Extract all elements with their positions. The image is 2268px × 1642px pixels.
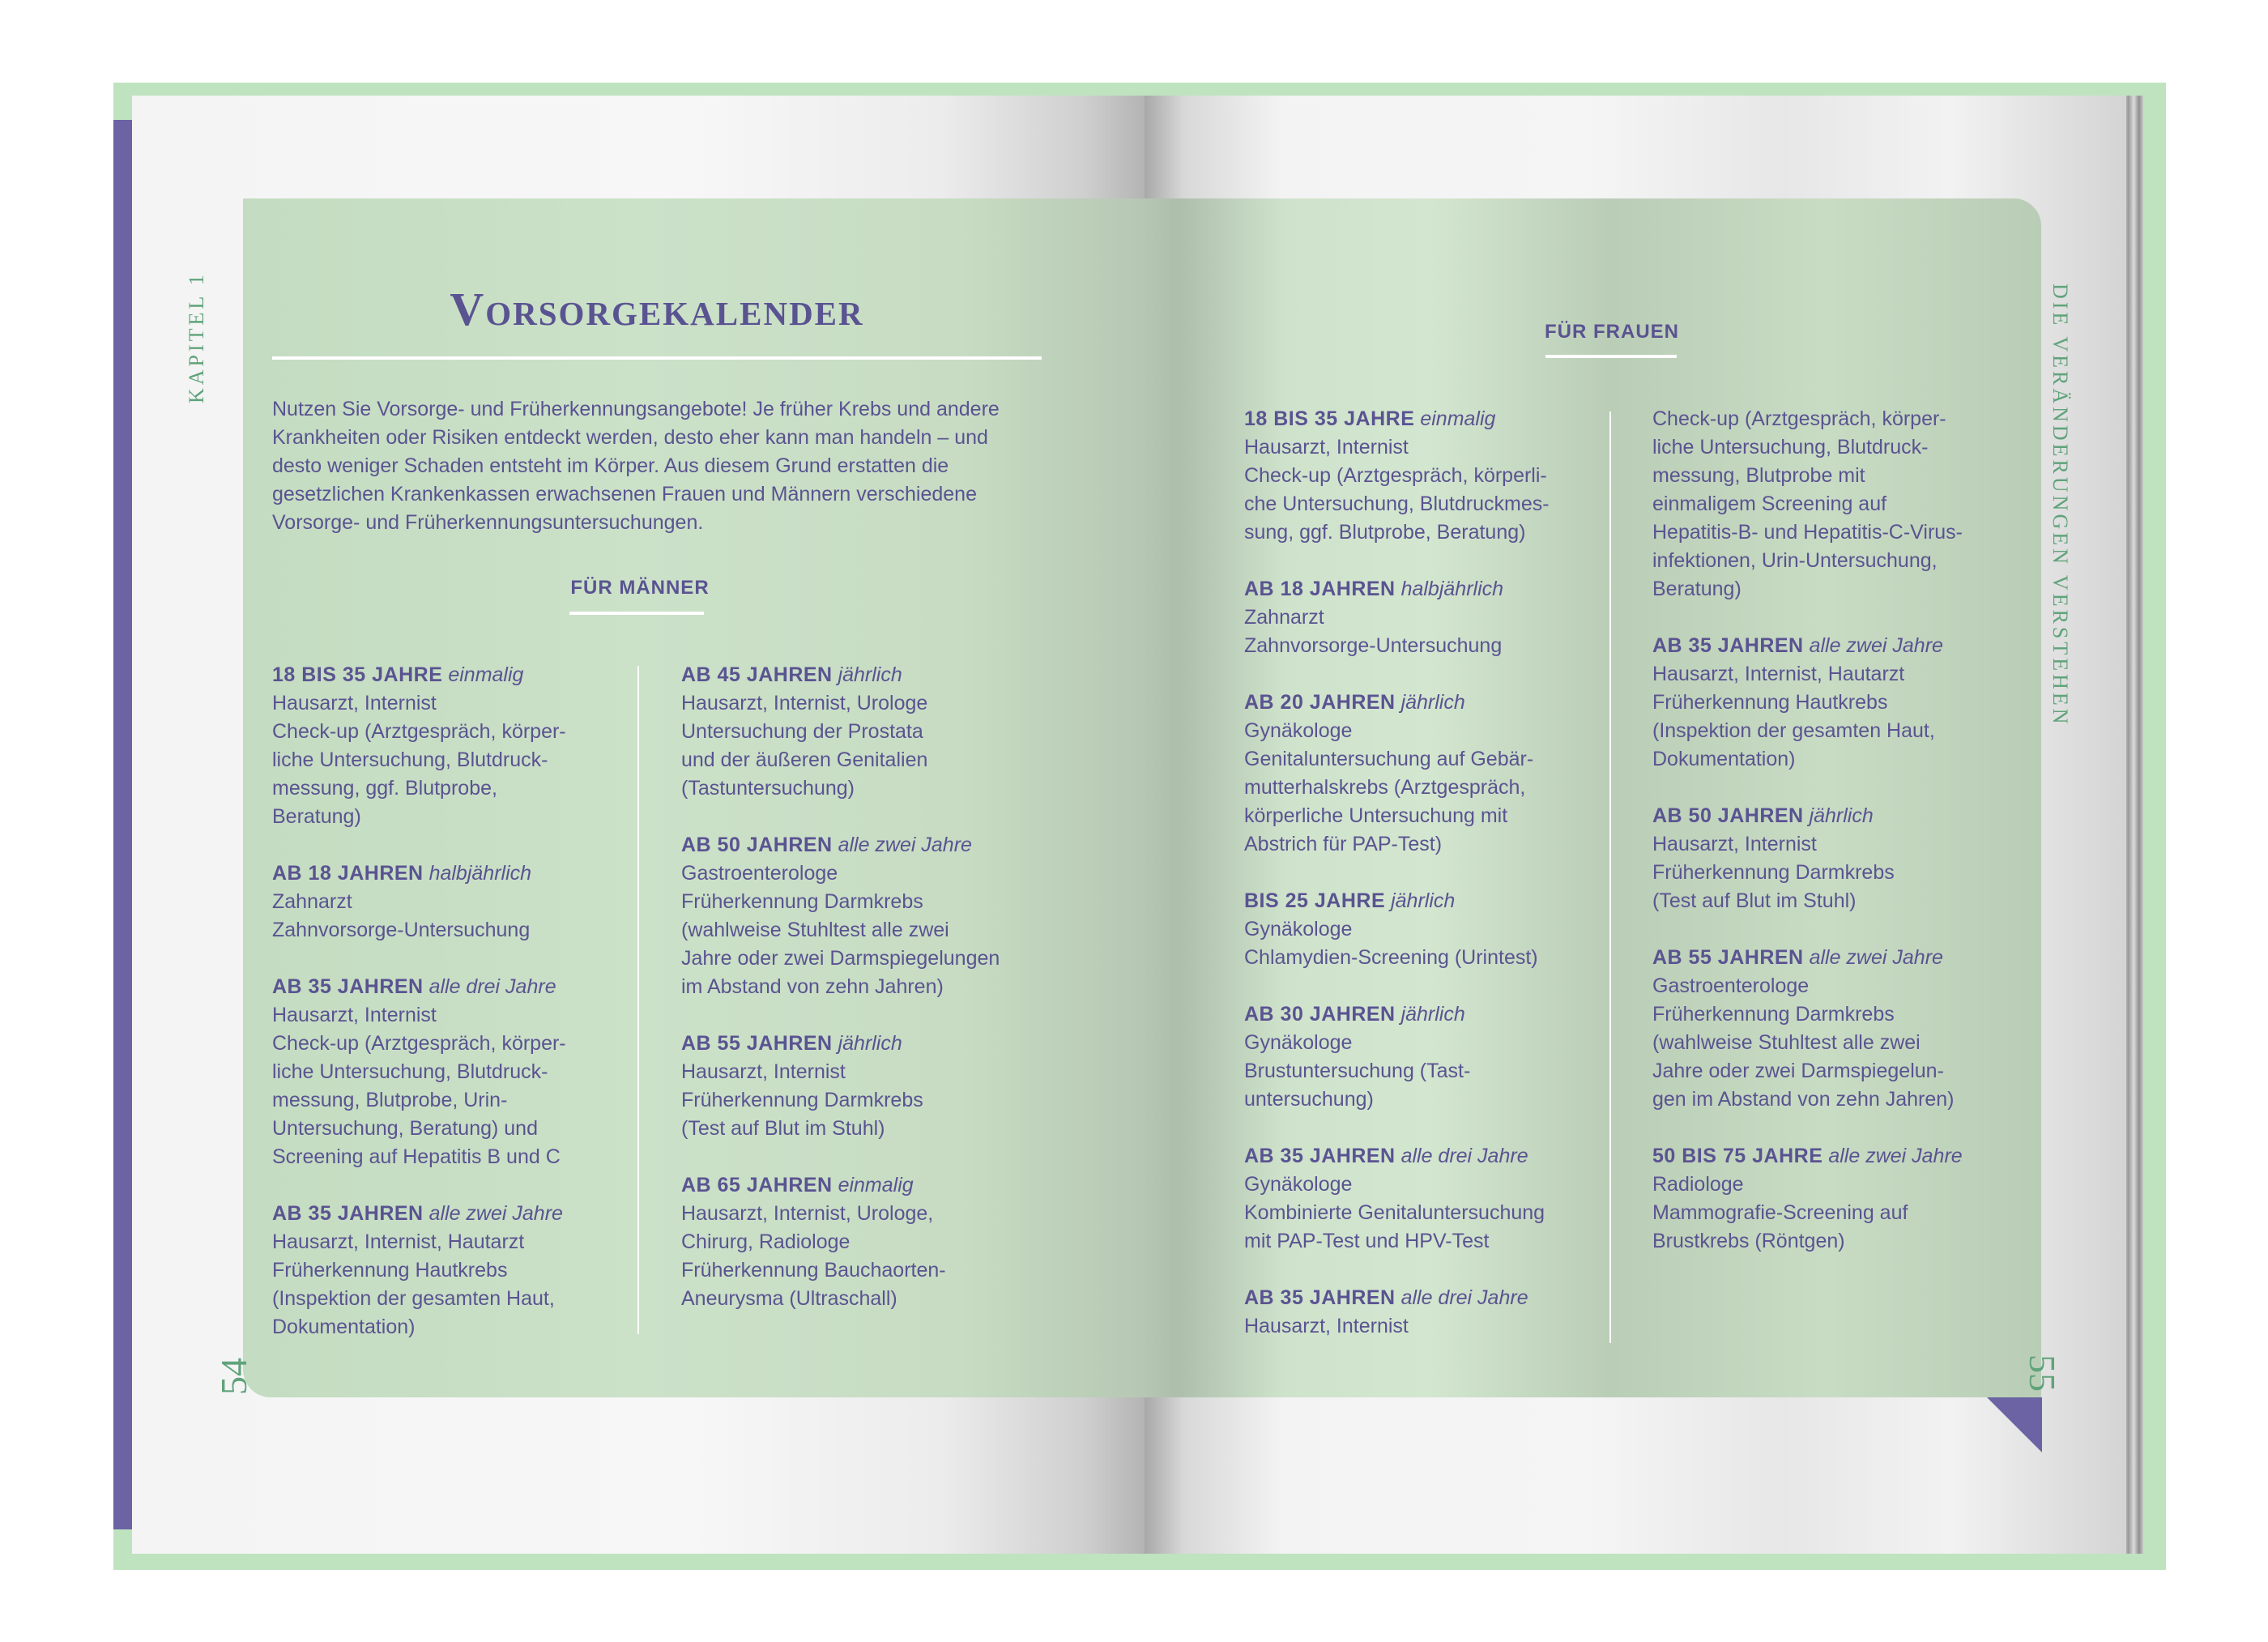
entry-heading [1652,944,2009,972]
entry-frequency: alle zwei Jahre [1828,1145,1963,1167]
intro-line: Vorsorge- und Früherkennungsuntersuchungen. [272,511,704,534]
entry-line: Früherkennung Hautkrebs [272,1259,508,1282]
schedule-entry [1652,632,2009,774]
entry-line: (wahlweise Stuhltest alle zwei [1652,1031,1921,1054]
column-divider-women [1609,412,1611,1343]
entry-line: Früherkennung Bauchaorten- [681,1259,946,1282]
entry-line: Früherkennung Darmkrebs [681,890,923,913]
entry-frequency: jährlich [1391,889,1456,912]
entry-heading [1244,1142,1592,1171]
entry-line: Untersuchung der Prostata [681,720,923,743]
entry-line: Check-up (Arztgespräch, körper- [272,720,566,743]
entry-line: im Abstand von zehn Jahren) [681,975,944,998]
entry-frequency: halbjährlich [428,862,532,885]
entry-line: untersuchung) [1244,1088,1374,1111]
schedule-entry [272,1200,620,1341]
entry-frequency: alle zwei Jahre [428,1202,563,1225]
entry-heading [681,831,1038,859]
entry-age: BIS 25 JAHRE [1244,889,1386,912]
entry-line: Hausarzt, Internist, Urologe, [681,1202,934,1225]
entry-line: Hepatitis-B- und Hepatitis-C-Virus- [1652,521,1963,544]
section-rule-women [1545,355,1677,358]
entry-heading [681,1171,1038,1200]
entry-line: Gynäkologe [1244,1173,1353,1196]
running-head-right: DIE VERÄNDERUNGEN VERSTEHEN [2048,284,2072,727]
entry-line: Beratung) [272,805,361,828]
schedule-entry [681,1171,1038,1313]
entry-line: Mammografie-Screening auf [1652,1201,1908,1224]
entry-heading [1244,405,1592,433]
entry-line: Gynäkologe [1244,918,1353,940]
section-rule-men [569,612,704,615]
entry-line: Zahnvorsorge-Untersuchung [1244,634,1503,657]
entry-line: Genitaluntersuchung auf Gebär- [1244,748,1534,770]
entry-frequency: einmalig [838,1174,914,1196]
entry-frequency: alle zwei Jahre [1809,634,1943,657]
entry-line: Dokumentation) [272,1316,416,1338]
schedule-entry [1652,944,2009,1114]
entry-line: liche Untersuchung, Blutdruck- [272,748,548,771]
entry-heading [1244,887,1592,915]
schedule-entry [1652,802,2009,915]
page-number-left: 54 [213,1358,254,1395]
entry-line: Gynäkologe [1244,719,1353,742]
schedule-entry [1244,405,1592,547]
entry-frequency: einmalig [448,663,524,686]
entry-line: Hausarzt, Internist, Urologe [681,692,928,714]
entry-frequency: jährlich [838,1032,902,1055]
schedule-entry [1244,575,1592,660]
women-column-2 [1652,405,2009,1284]
entry-line: messung, Blutprobe mit [1652,464,1865,487]
running-head-left: KAPITEL 1 [185,271,208,403]
entry-heading [272,859,620,888]
schedule-entry [1244,1142,1592,1256]
entry-line: infektionen, Urin-Untersuchung, [1652,549,1938,572]
entry-age: AB 65 JAHREN [681,1174,833,1196]
entry-line: Radiologe [1652,1173,1744,1196]
entry-line: Jahre oder zwei Darmspiegelungen [681,947,1000,970]
entry-line: körperliche Untersuchung mit [1244,804,1508,827]
entry-age: AB 35 JAHREN [1244,1145,1396,1167]
entry-line: messung, ggf. Blutprobe, [272,777,497,800]
entry-line: Gastroenterologe [681,862,838,885]
page-title: Vorsorgekalender [450,283,864,335]
entry-line: Gastroenterologe [1652,975,1810,997]
entry-line: (Tastuntersuchung) [681,777,855,800]
schedule-entry [272,973,620,1171]
schedule-entry [1652,1142,2009,1256]
entry-age: 50 BIS 75 JAHRE [1652,1145,1823,1167]
entry-line: Aneurysma (Ultraschall) [681,1287,897,1310]
section-heading-women: FÜR FRAUEN [1545,321,1679,343]
entry-line: sung, ggf. Blutprobe, Beratung) [1244,521,1526,544]
entry-heading [1652,1142,2009,1171]
entry-line: Kombinierte Genitaluntersuchung [1244,1201,1545,1224]
entry-line: Zahnarzt [272,890,352,913]
schedule-entry [1244,1000,1592,1114]
entry-line: (Test auf Blut im Stuhl) [681,1117,885,1140]
schedule-entry [681,1030,1038,1143]
entry-heading [1244,1000,1592,1029]
schedule-entry [272,661,620,831]
entry-heading [681,661,1038,689]
entry-heading [1244,689,1592,717]
schedule-entry [681,831,1038,1001]
entry-line: Zahnvorsorge-Untersuchung [272,919,531,941]
entry-line: Chlamydien-Screening (Urintest) [1244,946,1538,969]
entry-heading [681,1030,1038,1058]
title-underline [272,356,1042,360]
entry-frequency: alle drei Jahre [1400,1286,1528,1309]
entry-line: Untersuchung, Beratung) und [272,1117,538,1140]
entry-frequency: halbjährlich [1400,578,1504,600]
entry-age: AB 35 JAHREN [272,1202,424,1225]
entry-line: Jahre oder zwei Darmspiegelun- [1652,1060,1944,1082]
entry-line: Früherkennung Darmkrebs [1652,861,1895,884]
entry-line: Früherkennung Hautkrebs [1652,691,1888,714]
entry-line: Früherkennung Darmkrebs [681,1089,923,1111]
entry-line: einmaligem Screening auf [1652,493,1887,515]
entry-line: Check-up (Arztgespräch, körper- [1652,407,1946,430]
entry-frequency: jährlich [838,663,902,686]
entry-age: 18 BIS 35 JAHRE [1244,407,1415,430]
corner-fold-marker [1987,1397,2042,1452]
entry-line: mit PAP-Test und HPV-Test [1244,1230,1490,1252]
entry-line: (Inspektion der gesamten Haut, [272,1287,555,1310]
entry-frequency: einmalig [1420,407,1496,430]
entry-line: Hausarzt, Internist [681,1060,846,1083]
schedule-entry [1244,887,1592,972]
entry-line: liche Untersuchung, Blutdruck- [272,1060,548,1083]
entry-age: AB 18 JAHREN [272,862,424,885]
entry-line: Zahnarzt [1244,606,1324,629]
entry-age: AB 50 JAHREN [1652,804,1804,827]
entry-age: 18 BIS 35 JAHRE [272,663,443,686]
schedule-entry [1244,1284,1592,1341]
entry-line: Hausarzt, Internist [1244,436,1409,458]
entry-line: Abstrich für PAP-Test) [1244,833,1443,855]
entry-line: messung, Blutprobe, Urin- [272,1089,508,1111]
intro-line: Krankheiten oder Risiken entdeckt werden, desto eher kann man handeln – und [272,426,988,449]
entry-heading [1244,575,1592,603]
entry-line: Hausarzt, Internist [272,692,437,714]
schedule-entry [681,661,1038,803]
entry-age: AB 55 JAHREN [681,1032,833,1055]
entry-heading [1652,632,2009,660]
entry-frequency: jährlich [1400,691,1465,714]
schedule-entry [1652,405,2009,603]
entry-frequency: alle zwei Jahre [838,834,972,856]
entry-line: Hausarzt, Internist, Hautarzt [1652,663,1905,685]
entry-line: liche Untersuchung, Blutdruck- [1652,436,1929,458]
intro-line: gesetzlichen Krankenkassen erwachsenen Frauen und Männern verschiedene [272,483,977,505]
entry-line: Check-up (Arztgespräch, körper- [272,1032,566,1055]
entry-line: Hausarzt, Internist [272,1004,437,1026]
entry-heading [272,661,620,689]
entry-line: Hausarzt, Internist [1244,1315,1409,1337]
entry-line: Screening auf Hepatitis B und C [272,1145,561,1168]
entry-age: AB 30 JAHREN [1244,1003,1396,1026]
entry-line: Check-up (Arztgespräch, körperli- [1244,464,1547,487]
entry-heading [272,1200,620,1228]
entry-line: Beratung) [1652,578,1742,600]
entry-line: Dokumentation) [1652,748,1796,770]
entry-line: mutterhalskrebs (Arztgespräch, [1244,776,1526,799]
entry-line: und der äußeren Genitalien [681,748,928,771]
entry-age: AB 35 JAHREN [1652,634,1804,657]
page-number-right: 55 [2022,1354,2063,1392]
entry-line: che Untersuchung, Blutdruckmes- [1244,493,1550,515]
entry-line: (Inspektion der gesamten Haut, [1652,719,1935,742]
entry-line: Hausarzt, Internist, Hautarzt [272,1230,525,1253]
entry-frequency: alle zwei Jahre [1809,946,1943,969]
column-divider-men [637,666,639,1334]
intro-paragraph [272,395,1050,537]
intro-line: desto weniger Schaden entsteht im Körper. Aus diesem Grund erstatten die [272,454,949,477]
men-column-2 [681,661,1038,1341]
entry-heading [1652,802,2009,830]
intro-line: Nutzen Sie Vorsorge- und Früherkennungsangebote! Je früher Krebs und andere [272,398,1000,420]
men-column-1 [272,661,620,1370]
section-heading-men: FÜR MÄNNER [570,577,710,599]
entry-line: gen im Abstand von zehn Jahren) [1652,1088,1955,1111]
entry-age: AB 35 JAHREN [272,975,424,998]
entry-age: AB 20 JAHREN [1244,691,1396,714]
entry-line: Brustkrebs (Röntgen) [1652,1230,1845,1252]
entry-frequency: jährlich [1809,804,1874,827]
entry-line: Früherkennung Darmkrebs [1652,1003,1895,1026]
entry-age: AB 50 JAHREN [681,834,833,856]
entry-frequency: alle drei Jahre [428,975,556,998]
entry-frequency: jährlich [1400,1003,1465,1026]
schedule-entry [1244,689,1592,859]
entry-age: AB 35 JAHREN [1244,1286,1396,1309]
entry-heading [1244,1284,1592,1312]
entry-line: Hausarzt, Internist [1652,833,1817,855]
entry-line: Brustuntersuchung (Tast- [1244,1060,1471,1082]
entry-line: Gynäkologe [1244,1031,1353,1054]
entry-age: AB 45 JAHREN [681,663,833,686]
women-column-1 [1244,405,1592,1369]
entry-frequency: alle drei Jahre [1400,1145,1528,1167]
entry-line: (Test auf Blut im Stuhl) [1652,889,1857,912]
entry-age: AB 18 JAHREN [1244,578,1396,600]
schedule-entry [272,859,620,945]
entry-age: AB 55 JAHREN [1652,946,1804,969]
entry-line: (wahlweise Stuhltest alle zwei [681,919,949,941]
entry-line: Chirurg, Radiologe [681,1230,850,1253]
entry-heading [272,973,620,1001]
